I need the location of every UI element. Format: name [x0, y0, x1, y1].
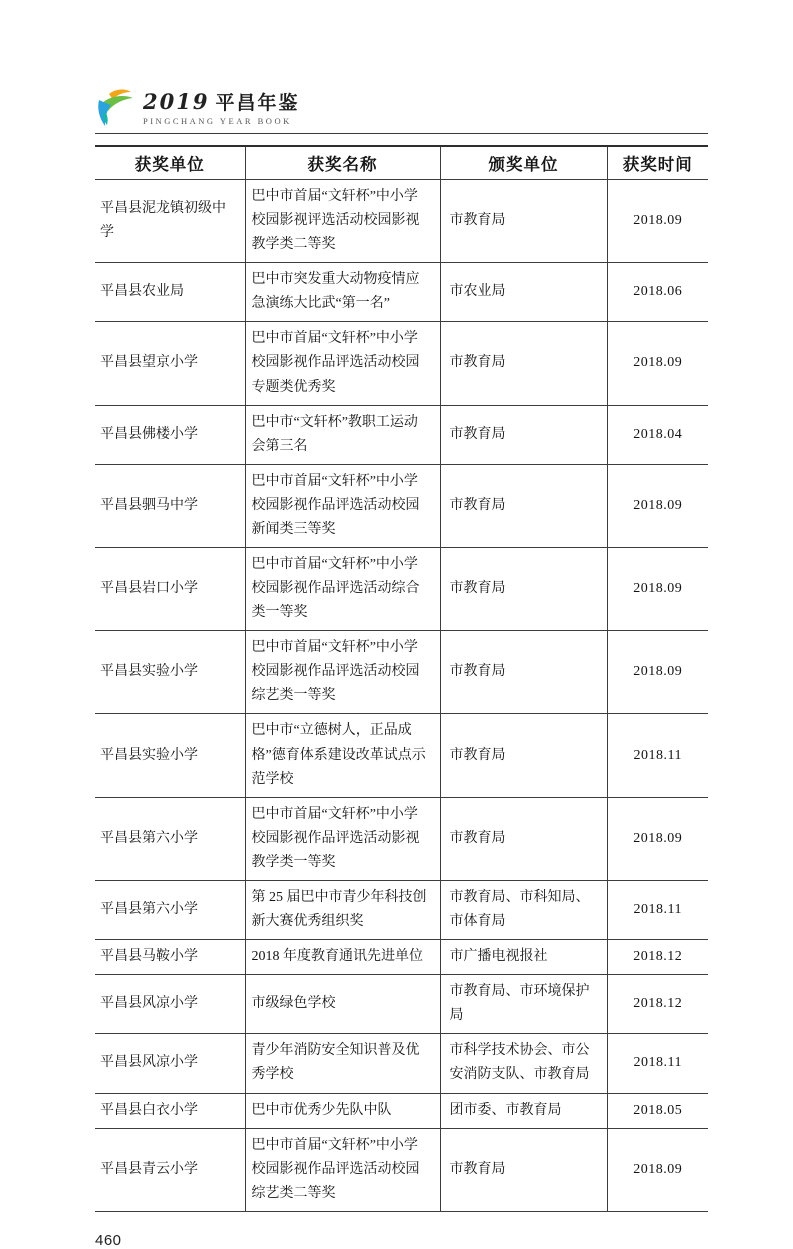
cell-award-unit: 平昌县白衣小学	[95, 1093, 245, 1128]
cell-date: 2018.09	[607, 631, 708, 714]
cell-presenter: 市教育局、市科知局、市体育局	[440, 880, 607, 939]
col-header-award-name: 获奖名称	[245, 146, 440, 180]
logo-title-cn: 平昌年鉴	[215, 93, 300, 114]
table-row	[95, 940, 708, 975]
cell-award-unit: 平昌县农业局	[95, 263, 245, 322]
cell-presenter: 市农业局	[440, 263, 607, 322]
cell-award-name: 巴中市“文轩杯”教职工运动会第三名	[245, 405, 440, 464]
cell-award-name: 巴中市优秀少先队中队	[245, 1093, 440, 1128]
cell-award-name: 巴中市首届“文轩杯”中小学校园影视作品评选活动综合类一等奖	[245, 548, 440, 631]
cell-award-unit: 平昌县第六小学	[95, 797, 245, 880]
cell-date: 2018.11	[607, 1034, 708, 1093]
cell-date: 2018.04	[607, 405, 708, 464]
table-row	[95, 263, 708, 322]
col-header-presenter: 颁奖单位	[440, 146, 607, 180]
table-row	[95, 180, 708, 263]
cell-date: 2018.06	[607, 263, 708, 322]
cell-award-name: 巴中市首届“文轩杯”中小学校园影视作品评选活动影视教学类一等奖	[245, 797, 440, 880]
cell-award-name: 巴中市“立德树人，正品成格”德育体系建设改革试点示范学校	[245, 714, 440, 797]
table-row	[95, 322, 708, 405]
logo	[95, 88, 708, 128]
header-row	[95, 146, 708, 180]
cell-award-unit: 平昌县驷马中学	[95, 464, 245, 547]
cell-presenter: 市教育局	[440, 180, 607, 263]
table-row	[95, 405, 708, 464]
cell-date: 2018.11	[607, 714, 708, 797]
cell-award-unit: 平昌县岩口小学	[95, 548, 245, 631]
cell-date: 2018.09	[607, 180, 708, 263]
table-row	[95, 1128, 708, 1211]
masthead	[95, 88, 708, 134]
table-row	[95, 1034, 708, 1093]
table-row	[95, 548, 708, 631]
cell-date: 2018.05	[607, 1093, 708, 1128]
cell-award-name: 巴中市首届“文轩杯”中小学校园影视评选活动校园影视教学类二等奖	[245, 180, 440, 263]
col-header-date: 获奖时间	[607, 146, 708, 180]
cell-award-unit: 平昌县马鞍小学	[95, 940, 245, 975]
cell-award-name: 2018 年度教育通讯先进单位	[245, 940, 440, 975]
page-number: 460	[95, 1231, 122, 1249]
cell-presenter: 市教育局	[440, 548, 607, 631]
logo-subtitle: PINGCHANG YEAR BOOK	[143, 116, 292, 126]
cell-date: 2018.11	[607, 880, 708, 939]
cell-presenter: 市教育局	[440, 464, 607, 547]
cell-presenter: 市教育局	[440, 1128, 607, 1211]
cell-award-name: 第 25 届巴中市青少年科技创新大赛优秀组织奖	[245, 880, 440, 939]
cell-award-name: 市级绿色学校	[245, 975, 440, 1034]
table-row	[95, 975, 708, 1034]
cell-presenter: 市教育局	[440, 797, 607, 880]
cell-award-unit: 平昌县第六小学	[95, 880, 245, 939]
table-row	[95, 631, 708, 714]
col-header-award-unit: 获奖单位	[95, 146, 245, 180]
table-row	[95, 1093, 708, 1128]
awards-table	[95, 145, 708, 1212]
logo-year: 2019	[143, 89, 210, 114]
cell-date: 2018.09	[607, 1128, 708, 1211]
cell-presenter: 团市委、市教育局	[440, 1093, 607, 1128]
cell-award-unit: 平昌县风凉小学	[95, 975, 245, 1034]
cell-presenter: 市教育局	[440, 405, 607, 464]
masthead-rule	[95, 133, 708, 134]
cell-date: 2018.09	[607, 322, 708, 405]
cell-date: 2018.09	[607, 548, 708, 631]
awards-table-body	[95, 180, 708, 1212]
cell-award-unit: 平昌县青云小学	[95, 1128, 245, 1211]
table-row	[95, 880, 708, 939]
table-row	[95, 464, 708, 547]
cell-award-unit: 平昌县望京小学	[95, 322, 245, 405]
cell-award-name: 巴中市突发重大动物疫情应急演练大比武“第一名”	[245, 263, 440, 322]
cell-award-name: 巴中市首届“文轩杯”中小学校园影视作品评选活动校园新闻类三等奖	[245, 464, 440, 547]
cell-presenter: 市教育局	[440, 631, 607, 714]
cell-award-unit: 平昌县风凉小学	[95, 1034, 245, 1093]
cell-award-name: 巴中市首届“文轩杯”中小学校园影视作品评选活动校园综艺类二等奖	[245, 1128, 440, 1211]
cell-presenter: 市教育局	[440, 714, 607, 797]
logo-text	[143, 88, 299, 126]
cell-date: 2018.12	[607, 975, 708, 1034]
cell-award-unit: 平昌县佛楼小学	[95, 405, 245, 464]
cell-date: 2018.09	[607, 797, 708, 880]
awards-table-header	[95, 146, 708, 180]
cell-date: 2018.12	[607, 940, 708, 975]
table-row	[95, 797, 708, 880]
yearbook-logo-icon	[95, 86, 135, 128]
cell-presenter: 市科学技术协会、市公安消防支队、市教育局	[440, 1034, 607, 1093]
cell-presenter: 市教育局、市环境保护局	[440, 975, 607, 1034]
cell-presenter: 市教育局	[440, 322, 607, 405]
cell-presenter: 市广播电视报社	[440, 940, 607, 975]
cell-award-unit: 平昌县实验小学	[95, 714, 245, 797]
cell-award-name: 巴中市首届“文轩杯”中小学校园影视作品评选活动校园专题类优秀奖	[245, 322, 440, 405]
cell-award-name: 巴中市首届“文轩杯”中小学校园影视作品评选活动校园综艺类一等奖	[245, 631, 440, 714]
table-row	[95, 714, 708, 797]
cell-date: 2018.09	[607, 464, 708, 547]
cell-award-unit: 平昌县实验小学	[95, 631, 245, 714]
cell-award-unit: 平昌县泥龙镇初级中学	[95, 180, 245, 263]
cell-award-name: 青少年消防安全知识普及优秀学校	[245, 1034, 440, 1093]
